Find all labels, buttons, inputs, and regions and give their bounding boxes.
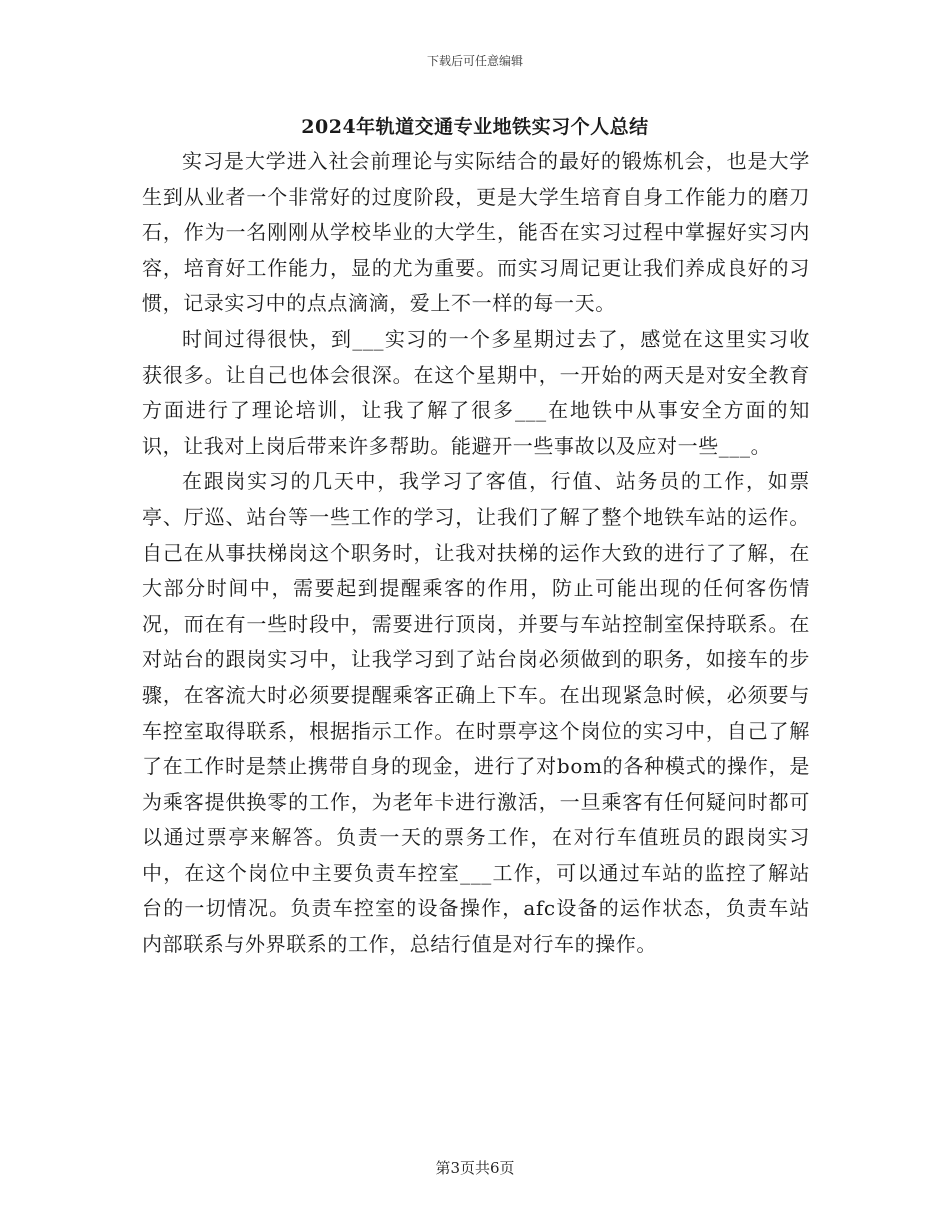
page-header: 下载后可任意编辑 bbox=[426, 54, 523, 68]
page-number-footer: 第3页共6页 bbox=[435, 1159, 515, 1177]
paragraph-2: 时间过得很快，到___实习的一个多星期过去了，感觉在这里实习收获很多。让自己也体会很深。在这个星期中，一开始的两天是对安全教育方面进行了理论培训，让我了解了很多___在地铁中从事安全方面的知识，让我对上岗后带来许多帮助。能避开一些事故以及应对一些___。 bbox=[142, 326, 810, 458]
paragraph-3: 在跟岗实习的几天中，我学习了客值，行值、站务员的工作，如票亭、厅巡、站台等一些工作的学习，让我们了解了整个地铁车站的运作。自己在从事扶梯岗这个职务时，让我对扶梯的运作大致的进行了了解，在大部分时间中，需要起到提醒乘客的作用，防止可能出现的任何客伤情况，而在有一些时段中，需要进行顶岗，并要与车站控制室保持联系。在对站台的跟岗实习中，让我学习到了站台岗必须做到的职务，如接车的步骤，在客流大时必须要提醒乘客正确上下车。在出现紧急时候，必须要与车控室取得联系，根据指示工作。在时票亭这个岗位的实习中，自己了解了在工作时是禁止携带自身的现金，进行了对bom的各种模式的操作，是为乘客提供换零的工作，为老年卡进行激活，一旦乘客有任何疑问时都可以通过票亭来解答。负责一天的票务工作，在对行车值班员的跟岗实习中，在这个岗位中主要负责车控室___工作，可以通过车站的监控了解站台的一切情况。负责车控室的设备操作，afc设备的运作状态，负责车站内部联系与外界联系的工作，总结行值是对行车的操作。 bbox=[142, 469, 810, 957]
paragraph-1: 实习是大学进入社会前理论与实际结合的最好的锻炼机会，也是大学生到从业者一个非常好的过度阶段，更是大学生培育自身工作能力的磨刀石，作为一名刚刚从学校毕业的大学生，能否在实习过程中掌握好实习内容，培育好工作能力，显的尤为重要。而实习周记更让我们养成良好的习惯，记录实习中的点点滴滴，爱上不一样的每一天。 bbox=[142, 149, 810, 316]
document-body bbox=[142, 144, 810, 963]
document-title: 2024年轨道交通专业地铁实习个人总结 bbox=[301, 116, 649, 138]
